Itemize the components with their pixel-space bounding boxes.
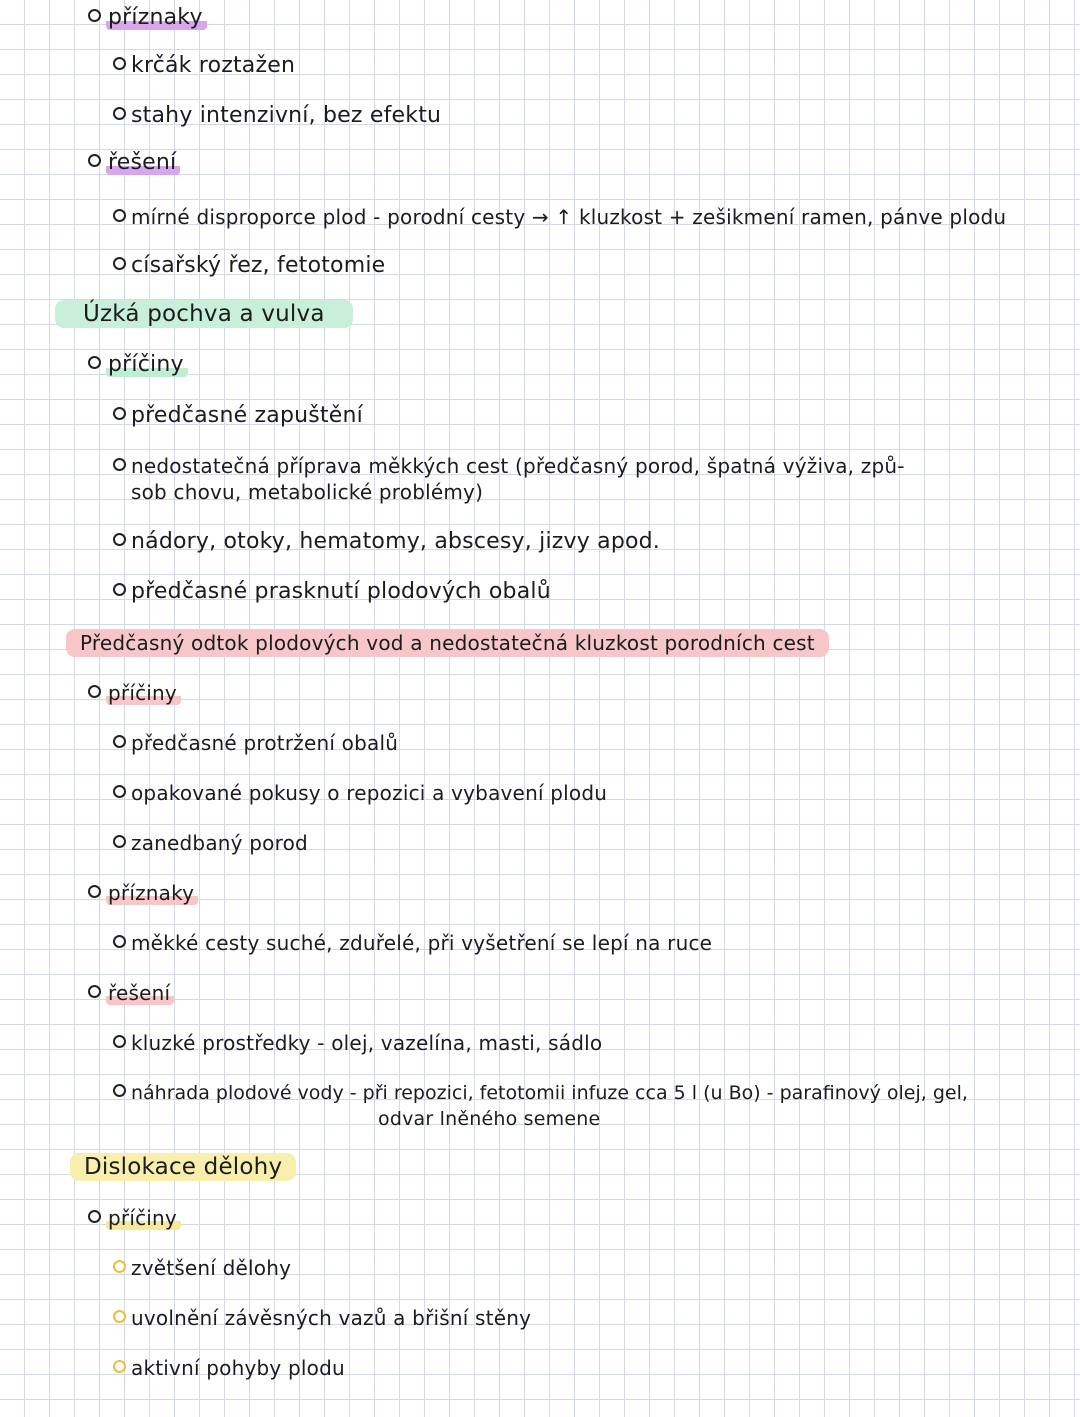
list-item: předčasné prasknutí plodových obalů (113, 579, 551, 605)
list-item: zanedbaný porod (113, 830, 308, 856)
bullet-icon (113, 458, 126, 471)
list-item: nedostatečná příprava měkkých cest (předčasný porod, špatná výživa, způ- (113, 453, 905, 479)
list-item: opakované pokusy o repozici a vybavení plodu (113, 780, 607, 806)
list-item: krčák roztažen (113, 53, 295, 79)
heading-reseni-1: řešení (88, 150, 180, 176)
list-item: zvětšení dělohy (113, 1255, 291, 1281)
list-item: aktivní pohyby plodu (113, 1355, 345, 1381)
bullet-icon (113, 1260, 126, 1273)
section-title-odtok: Předčasný odtok plodových vod a nedostatečná kluzkost porodních cest (66, 629, 829, 657)
bullet-icon (113, 935, 126, 948)
heading-reseni-2: řešení (88, 980, 174, 1006)
bullet-icon (113, 583, 126, 596)
section-title-vagina: Úzká pochva a vulva (55, 300, 353, 328)
list-item: předčasné protržení obalů (113, 730, 398, 756)
bullet-icon (88, 9, 101, 22)
heading-priciny-2: příčiny (88, 680, 181, 706)
bullet-icon (113, 1310, 126, 1323)
bullet-icon (88, 154, 101, 167)
list-item: mírné disproporce plod - porodní cesty → ↑ kluzkost + zešikmení ramen, pánve plodu (113, 204, 1006, 230)
list-item: stahy intenzivní, bez efektu (113, 103, 441, 129)
list-item: předčasné zapuštění (113, 403, 363, 429)
bullet-icon (113, 407, 126, 420)
bullet-icon (88, 985, 101, 998)
bullet-icon (113, 1084, 126, 1097)
bullet-icon (113, 107, 126, 120)
list-item: náhrada plodové vody - při repozici, fetotomii infuze cca 5 l (u Bo) - parafinový olej, gel, (113, 1080, 968, 1106)
list-item: kluzké prostředky - olej, vazelína, masti, sádlo (113, 1030, 602, 1056)
heading-priznaky-1: příznaky (88, 5, 207, 31)
heading-priciny-1: příčiny (88, 352, 188, 378)
list-item: měkké cesty suché, zduřelé, při vyšetření se lepí na ruce (113, 930, 712, 956)
bullet-icon (113, 257, 126, 270)
list-item-continuation: odvar lněného semene (378, 1108, 601, 1130)
bullet-icon (88, 685, 101, 698)
list-item: císařský řez, fetotomie (113, 253, 385, 279)
bullet-icon (113, 209, 126, 222)
bullet-icon (88, 885, 101, 898)
heading-priznaky-2: příznaky (88, 880, 198, 906)
bullet-icon (113, 533, 126, 546)
bullet-icon (113, 835, 126, 848)
bullet-icon (113, 785, 126, 798)
bullet-icon (113, 1360, 126, 1373)
list-item: nádory, otoky, hematomy, abscesy, jizvy apod. (113, 529, 660, 555)
bullet-icon (113, 735, 126, 748)
bullet-icon (88, 1210, 101, 1223)
section-title-dislokace: Dislokace dělohy (70, 1153, 296, 1181)
list-item-continuation: sob chovu, metabolické problémy) (131, 480, 484, 504)
bullet-icon (88, 356, 101, 369)
bullet-icon (113, 57, 126, 70)
heading-priciny-3: příčiny (88, 1205, 181, 1231)
bullet-icon (113, 1035, 126, 1048)
list-item: uvolnění závěsných vazů a břišní stěny (113, 1305, 531, 1331)
